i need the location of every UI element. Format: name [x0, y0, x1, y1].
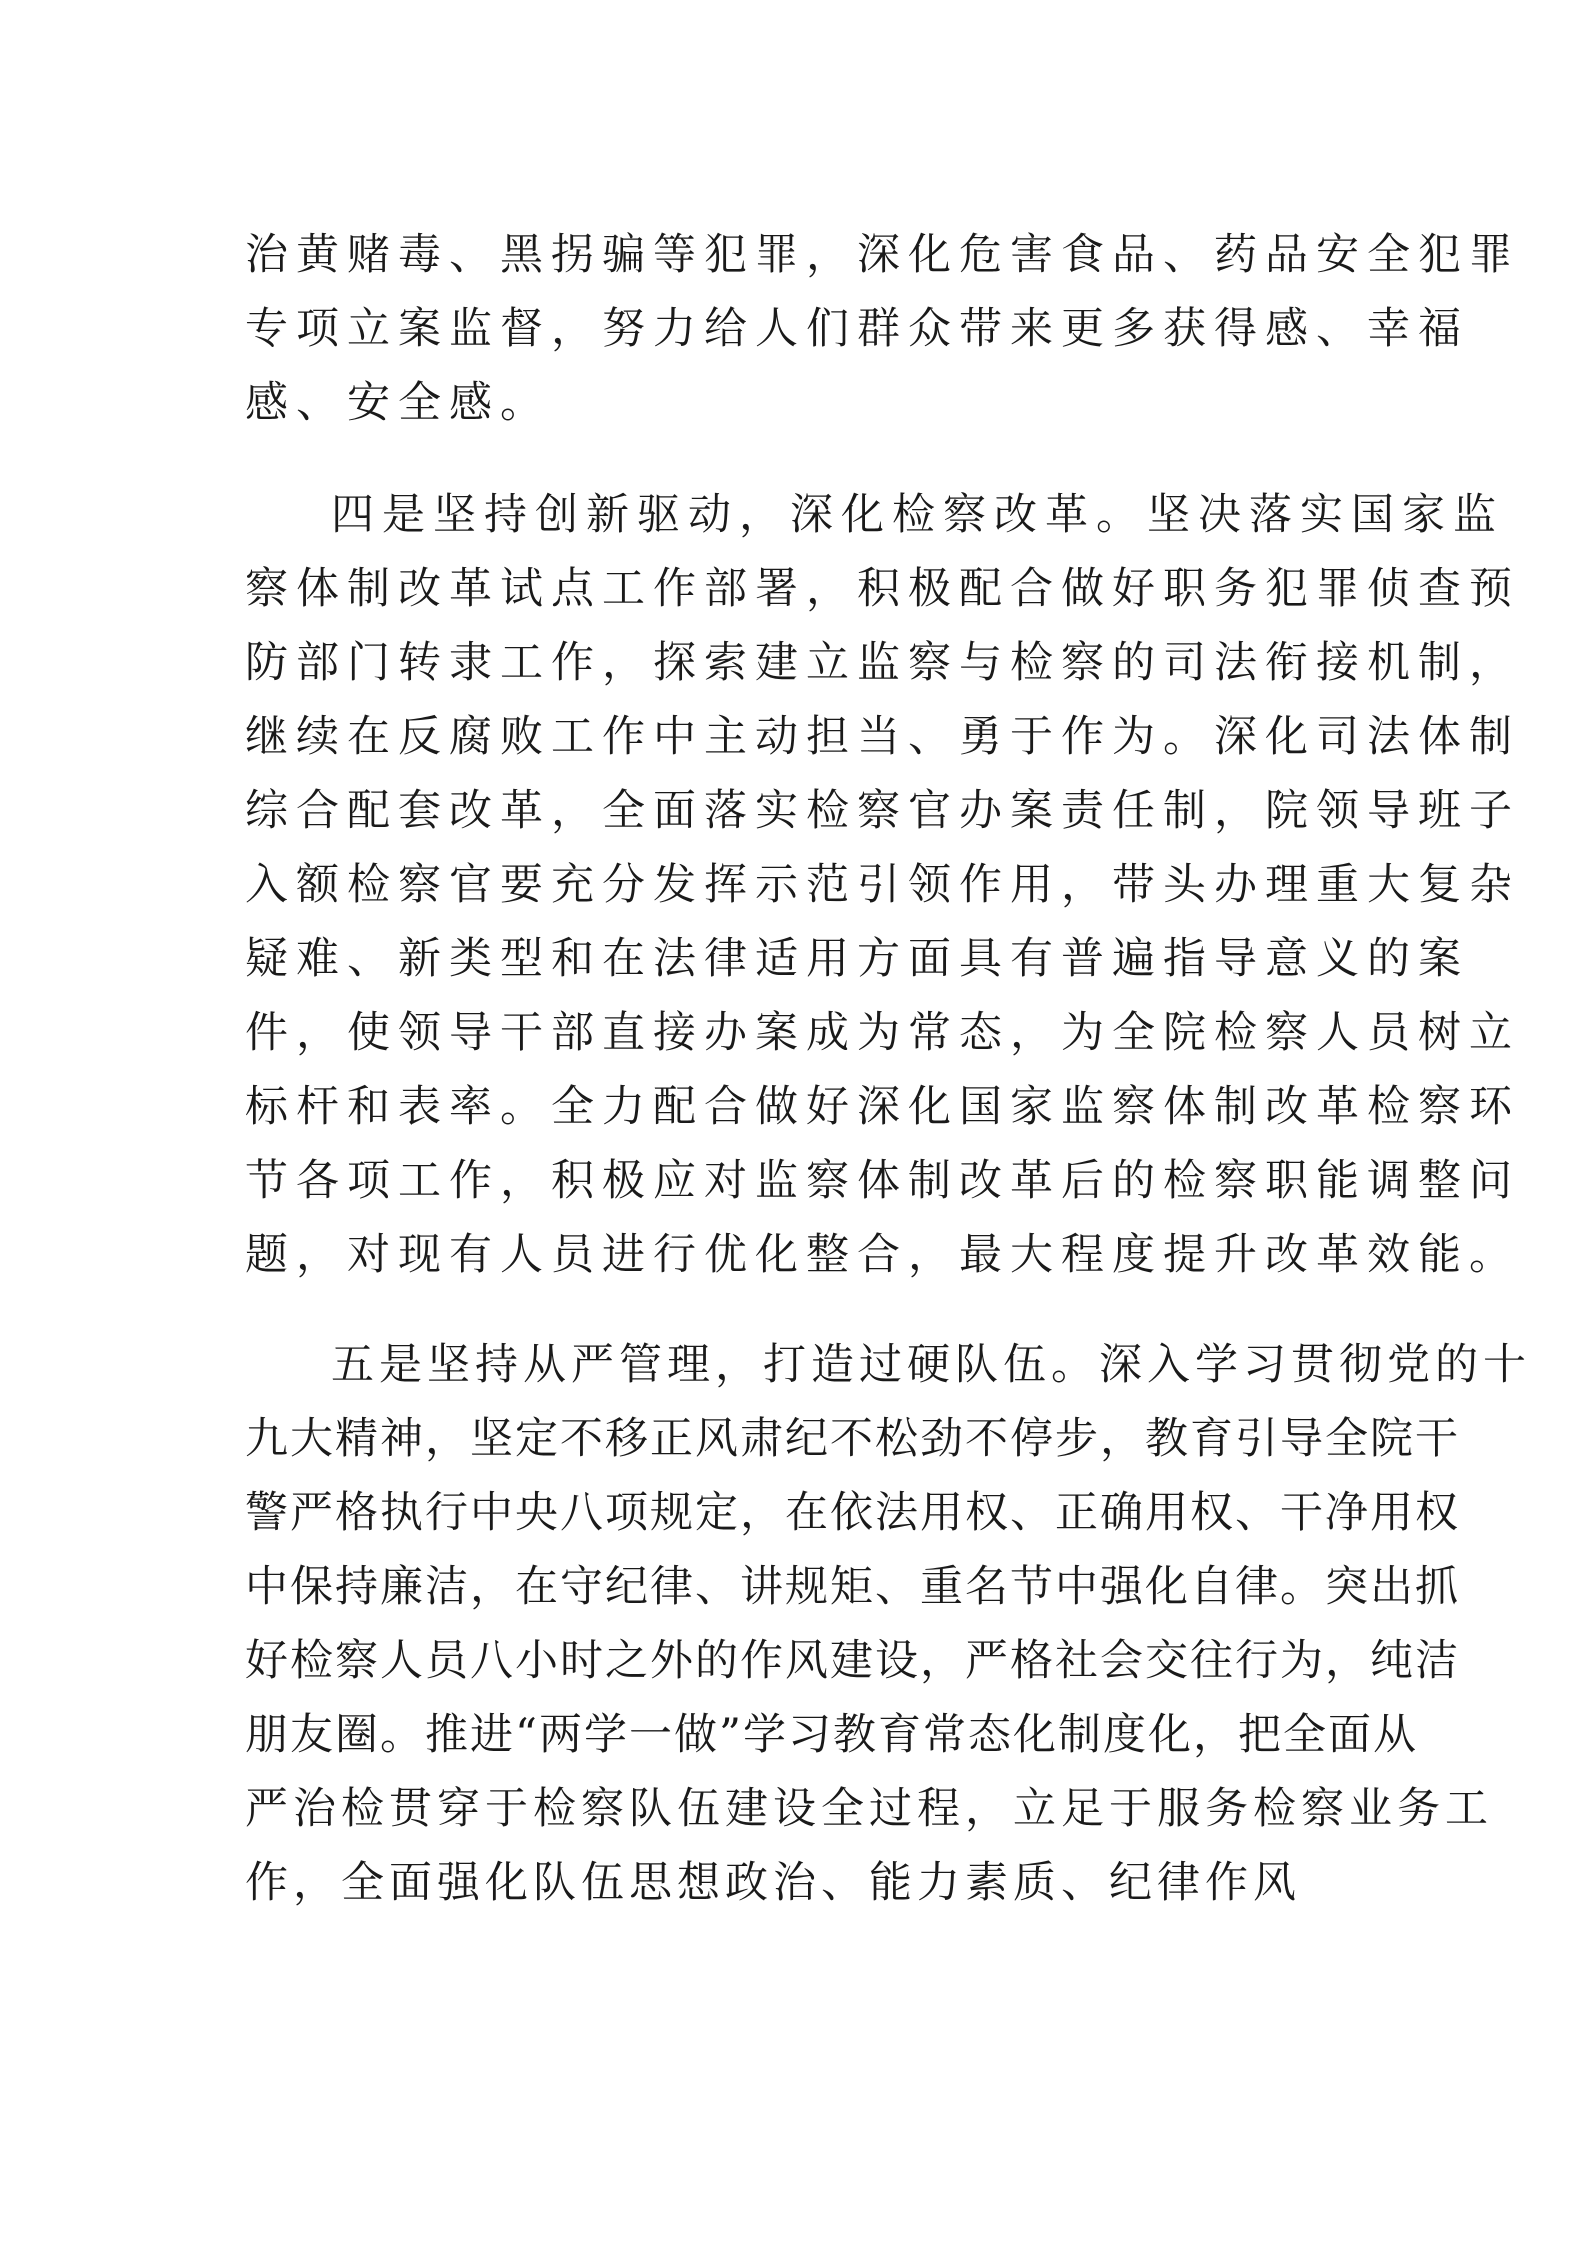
paragraph-1 — [245, 218, 1520, 440]
text-line: 综合配套改革，全面落实检察官办案责任制，院领导班子 — [245, 786, 1520, 836]
text-line: 标杆和表率。全力配合做好深化国家监察体制改革检察环 — [245, 1082, 1520, 1132]
text-line: 好检察人员八小时之外的作风建设，严格社会交往行为，纯洁 — [245, 1636, 1460, 1686]
text-line: 防部门转隶工作，探索建立监察与检察的司法衔接机制， — [245, 638, 1520, 688]
text-line: 专项立案监督，努力给人们群众带来更多获得感、幸福 — [245, 304, 1469, 354]
text-line: 四是坚持创新驱动，深化检察改革。坚决落实国家监 — [331, 490, 1504, 540]
text-line: 朋友圈。推进“两学一做”学习教育常态化制度化，把全面从 — [245, 1710, 1418, 1760]
text-line: 治黄赌毒、黑拐骗等犯罪，深化危害食品、药品安全犯罪 — [245, 230, 1520, 280]
text-line: 九大精神，坚定不移正风肃纪不松劲不停步，教育引导全院干 — [245, 1414, 1460, 1464]
text-line: 感、安全感。 — [245, 378, 551, 428]
text-line: 节各项工作，积极应对监察体制改革后的检察职能调整问 — [245, 1156, 1520, 1206]
text-line: 五是坚持从严管理，打造过硬队伍。深入学习贯彻党的十 — [331, 1340, 1531, 1390]
paragraph-3 — [245, 1328, 1531, 1920]
text-line: 题，对现有人员进行优化整合，最大程度提升改革效能。 — [245, 1230, 1520, 1280]
text-line: 继续在反腐败工作中主动担当、勇于作为。深化司法体制 — [245, 712, 1520, 762]
text-line: 作，全面强化队伍思想政治、能力素质、纪律作风 — [245, 1858, 1301, 1908]
text-line: 入额检察官要充分发挥示范引领作用，带头办理重大复杂 — [245, 860, 1520, 910]
text-line: 察体制改革试点工作部署，积极配合做好职务犯罪侦查预 — [245, 564, 1520, 614]
text-line: 疑难、新类型和在法律适用方面具有普遍指导意义的案 — [245, 934, 1469, 984]
text-line: 中保持廉洁，在守纪律、讲规矩、重名节中强化自律。突出抓 — [245, 1562, 1460, 1612]
paragraph-2 — [245, 478, 1520, 1292]
text-line: 警严格执行中央八项规定，在依法用权、正确用权、干净用权 — [245, 1488, 1460, 1538]
text-line: 件，使领导干部直接办案成为常态，为全院检察人员树立 — [245, 1008, 1520, 1058]
text-line: 严治检贯穿于检察队伍建设全过程，立足于服务检察业务工 — [245, 1784, 1493, 1834]
